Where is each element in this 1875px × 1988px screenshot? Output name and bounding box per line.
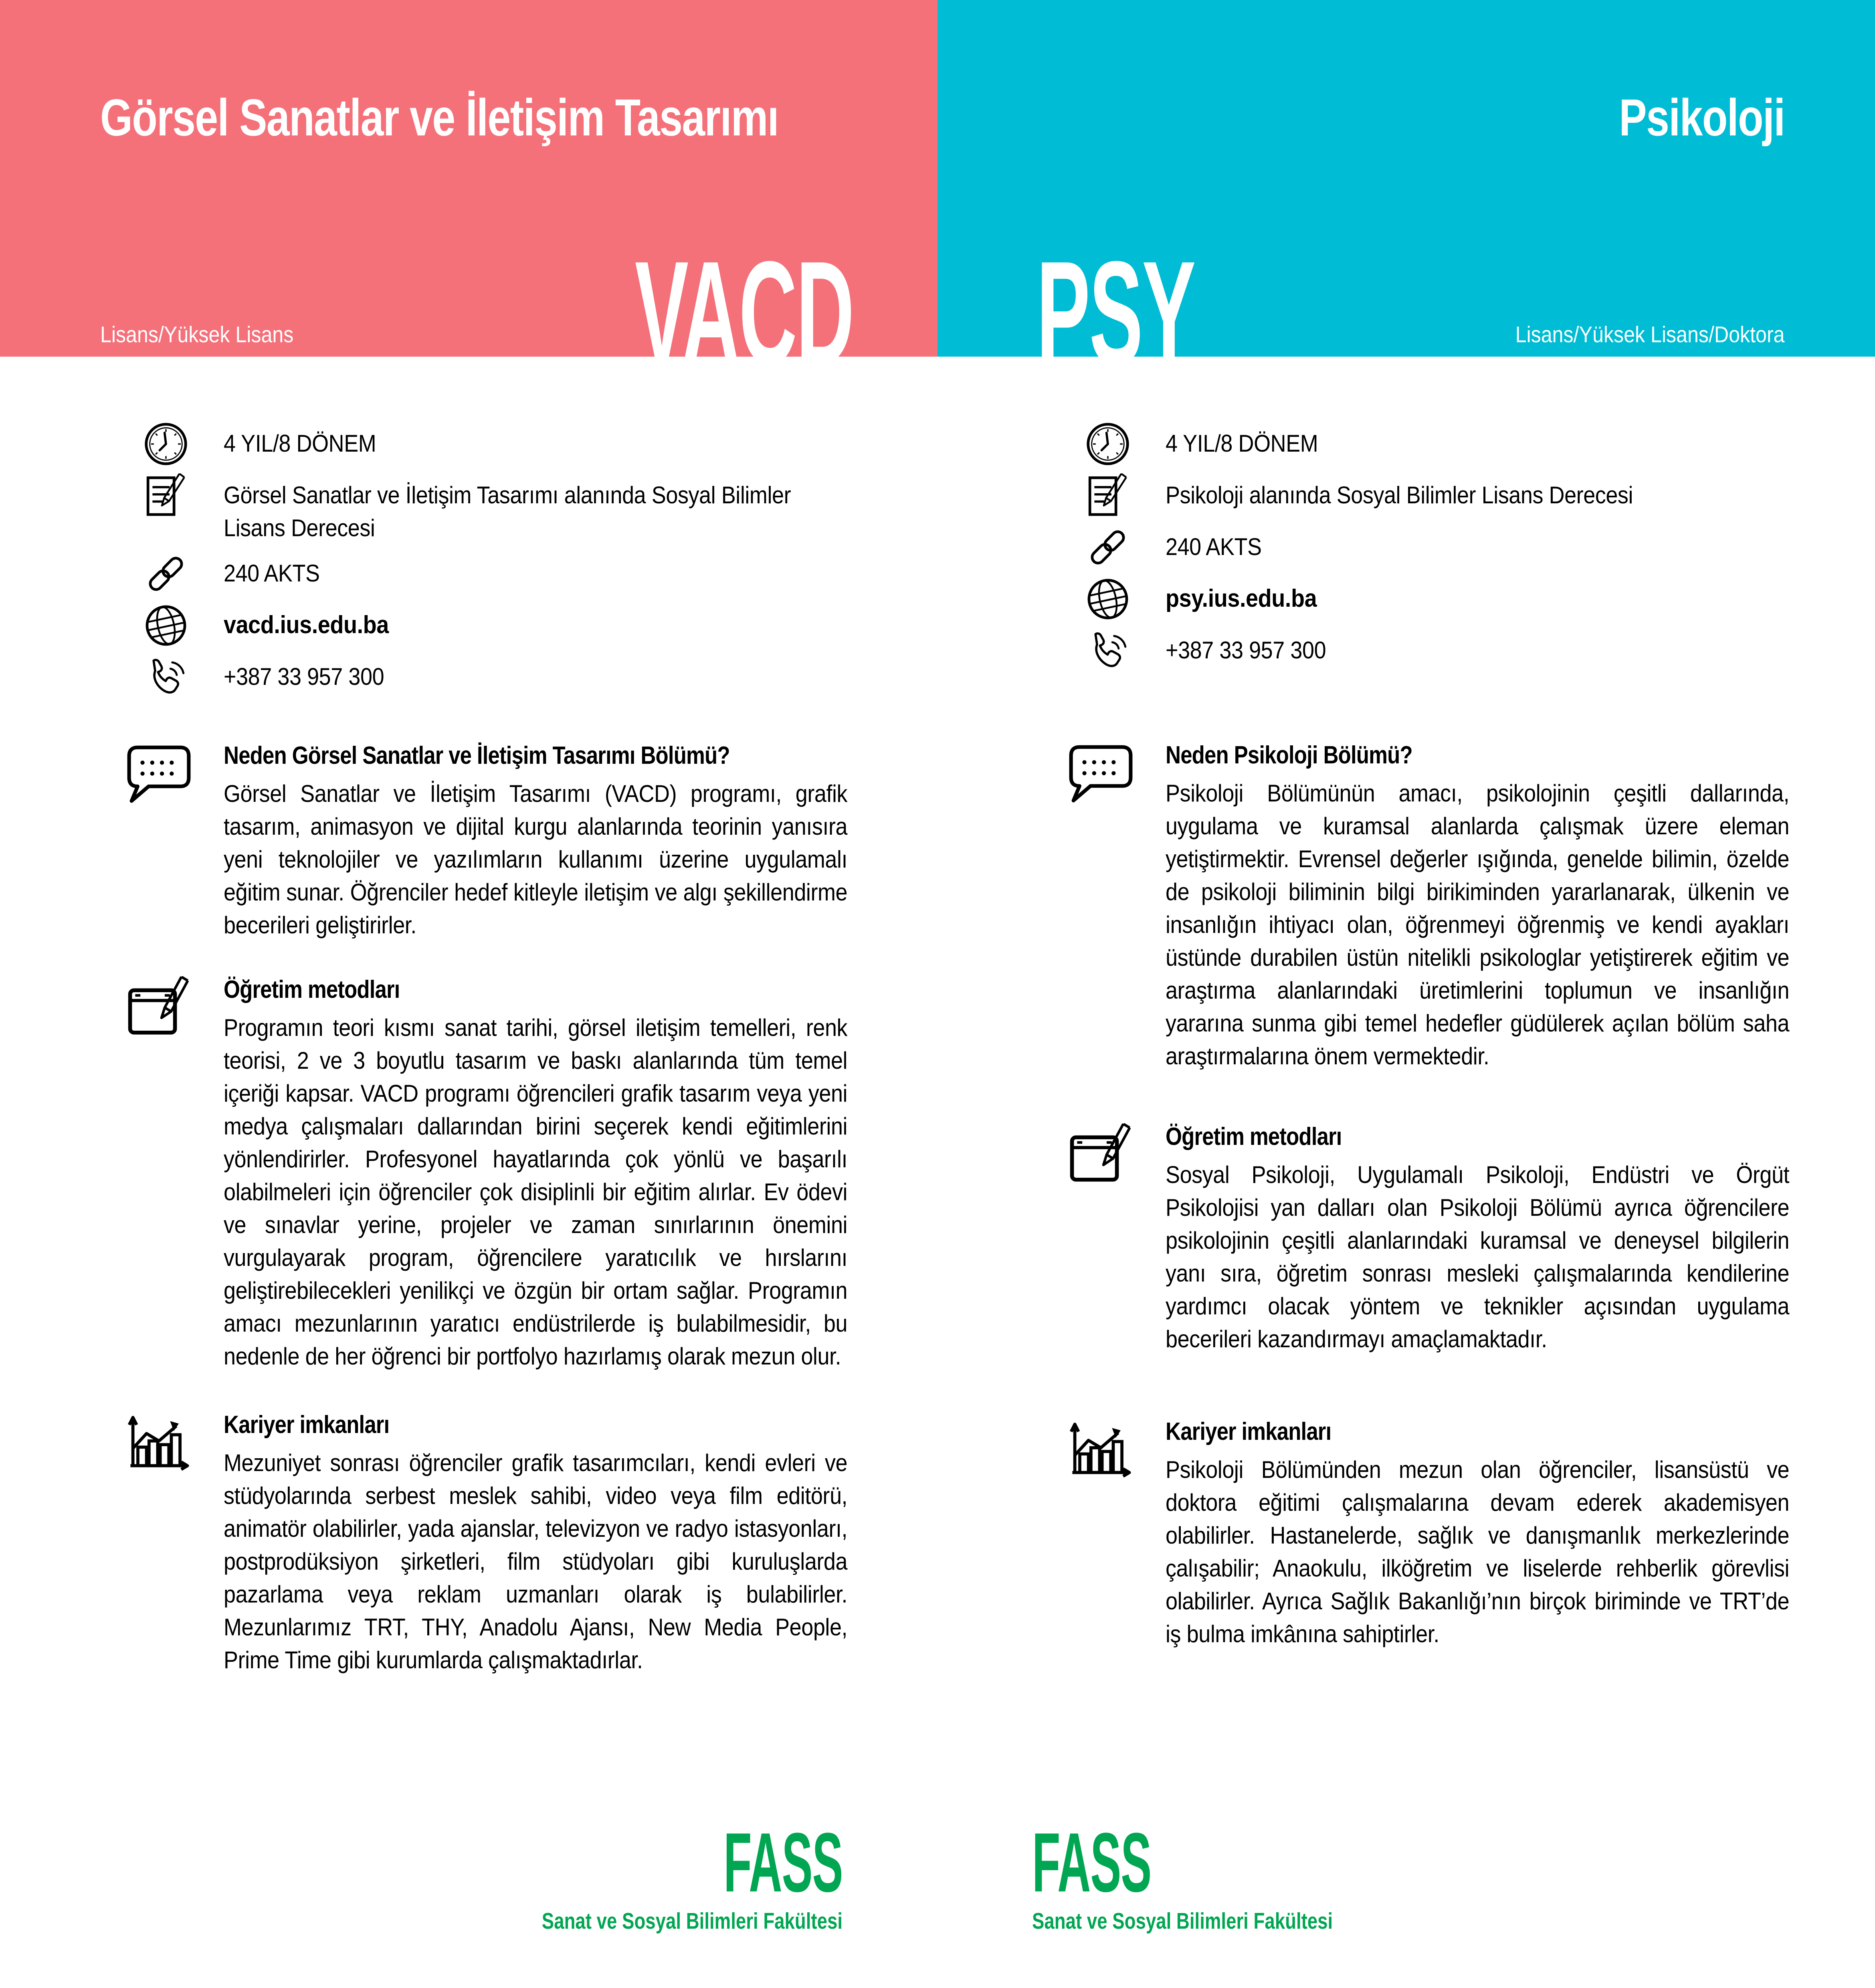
vacd-methods-heading: Öğretim metodları (224, 976, 400, 1003)
vacd-why-heading: Neden Görsel Sanatlar ve İletişim Tasarımı Bölümü? (224, 742, 730, 769)
clock-icon (120, 421, 224, 466)
psy-website-link[interactable]: psy.ius.edu.ba (1166, 585, 1317, 612)
psy-why-body: Psikoloji Bölümünün amacı, psikolojinin çeşitli dallarında, uygulama ve kuramsal alanlarda çalışmak üzere eleman yetiştirmektir. Evrensel değerler ışığında, genelde bilimin, özelde de psikoloji biliminin bilgi birikiminden yararlanarak, ülkenin ve insanlığın ihtiyacı olan, öğrenmeyi öğrenmiş ve kendi ayakları üstünde durabilen üstün nitelikli psikologlar yetiştirerek eğitim ve araştırma alanlarındaki üretimlerini toplumun ve insanlığın yararına sunma gibi temel hedefler güdülerek açılan bölüm saha araştırmalarına önem vermektedir. (1166, 780, 1790, 1070)
board-pencil-icon (120, 974, 224, 1040)
fass-logo: FASS (723, 1815, 843, 1909)
psy-methods-body: Sosyal Psikoloji, Uygulamalı Psikoloji, Endüstri ve Örgüt Psikolojisi yan dalları olan Psikoloji Bölümü ayrıca öğrencilere psikolojinin çeşitli alanlarındaki kuramsal ve deneysel bilgilerin yanı sıra, öğretim sonrası mesleki çalışmalarında kendilerine yardımcı olacak yöntem ve teknikler açısından uygulama becerileri kazandırmayı amaçlamaktadır. (1166, 1161, 1790, 1352)
bar-chart-arrow-icon (1062, 1416, 1166, 1482)
psy-methods-heading: Öğretim metodları (1166, 1123, 1342, 1150)
vacd-duration-row (120, 421, 847, 466)
psy-duration-row (1062, 421, 1795, 466)
vacd-duration-text: 4 YIL/8 DÖNEM (224, 430, 376, 457)
psy-career-body: Psikoloji Bölümünden mezun olan öğrenciler, lisansüstü ve doktora eğitimi çalışmalarına devam ederek akademisyen olabilirler. Hastanelerde, sağlık ve danışmanlık merkezlerinde çalışabilir; Anaokulu, ilköğretim ve liselerde rehberlik görevlisi olabilirler. Ayrıca Sağlık Bakanlığı’nın birçok biriminde ve TRT’de iş bulma imkânına sahiptirler. (1166, 1456, 1790, 1647)
document-pencil-icon (1062, 472, 1166, 518)
board-pencil-icon (1062, 1121, 1166, 1187)
psy-phone-text: +387 33 957 300 (1166, 637, 1326, 664)
psy-career-section (1062, 1416, 1795, 1651)
vacd-ects-row (120, 551, 847, 596)
vacd-career-heading: Kariyer imkanları (224, 1411, 390, 1439)
vacd-career-section (120, 1409, 847, 1677)
vacd-why-section (120, 740, 847, 942)
psy-page-title: Psikoloji (1619, 88, 1785, 147)
vacd-methods-body: Programın teori kısmı sanat tarihi, görsel iletişim temelleri, renk teorisi, 2 ve 3 boyutlu tasarım ve baskı alanlarında tüm temel içeriği kapsar. VACD programı öğrencileri grafik tasarım veya yeni medya çalışmaları dallarından birini seçerek kendi eğitimlerini yönlendirirler. Profesyonel hayatlarında çok yönlü ve başarılı olabilmeleri için öğrenciler çok disiplinli bir eğitim alırlar. Ev ödevi ve sınavlar yerine, projeler ve zaman sınırlarının önemini vurgulayarak program, öğrencilere yaratıcılık ve hırslarını geliştirebilecekleri yenilikçi ve özgün bir ortam sağlar. Programın amacı mezunlarının yaratıcı endüstrilerde iş bulabilmesidir, bu nedenle de her öğrenci bir portfolyo hazırlamış olarak mezun olur. (224, 1014, 848, 1370)
clock-icon (1062, 421, 1166, 466)
psy-why-heading: Neden Psikoloji Bölümü? (1166, 741, 1412, 769)
chat-bubble-icon (1062, 739, 1166, 806)
vacd-levels-label: Lisans/Yüksek Lisans (100, 322, 294, 347)
phone-icon (1062, 628, 1166, 673)
faculty-name: Sanat ve Sosyal Bilimleri Fakültesi (1032, 1908, 1333, 1934)
vacd-phone-text: +387 33 957 300 (224, 663, 384, 690)
psy-degree-text: Psikoloji alanında Sosyal Bilimler Lisans Derecesi (1166, 482, 1633, 509)
globe-icon (1062, 576, 1166, 622)
psy-phone-row (1062, 628, 1795, 673)
document-pencil-icon (120, 472, 224, 518)
bar-chart-arrow-icon (120, 1409, 224, 1475)
vacd-ects-text: 240 AKTS (224, 560, 320, 587)
psy-career-heading: Kariyer imkanları (1166, 1418, 1331, 1445)
psy-website-row (1062, 576, 1795, 622)
vacd-methods-section (120, 974, 847, 1373)
chat-bubble-icon (120, 740, 224, 806)
psy-why-section (1062, 739, 1795, 1073)
vacd-degree-row (120, 472, 847, 545)
psy-levels-label: Lisans/Yüksek Lisans/Doktora (1515, 322, 1785, 347)
fass-logo-block-left (120, 1815, 843, 1934)
vacd-code: VACD (634, 231, 853, 394)
vacd-why-body: Görsel Sanatlar ve İletişim Tasarımı (VACD) programı, grafik tasarım, animasyon ve dijital kurgu alanlarında teorinin yanısıra yeni teknolojiler ve yazılımların kullanımı üzerine uygulamalı eğitim sunar. Öğrenciler hedef kitleyle iletişim ve algı şekillendirme becerileri geliştirirler. (224, 780, 848, 938)
vacd-career-body: Mezuniyet sonrası öğrenciler grafik tasarımcıları, kendi evleri ve stüdyolarında serbest meslek sahibi, video veya film editörü, animatör olabilirler, yada ajanslar, televizyon ve radyo istasyonları, postprodüksiyon şirketleri, film stüdyoları gibi kuruluşlarda pazarlama veya reklam uzmanları olarak iş bulabilirler. Mezunlarımız TRT, THY, Anadolu Ajansı, New Media People, Prime Time gibi kurumlarda çalışmaktadırlar. (224, 1449, 848, 1673)
vacd-column (120, 421, 847, 1677)
psy-header-band (938, 0, 1875, 394)
psy-column (1062, 421, 1795, 1651)
vacd-website-row (120, 602, 847, 648)
vacd-website-link[interactable]: vacd.ius.edu.ba (224, 611, 389, 639)
chain-link-icon (120, 551, 224, 596)
globe-icon (120, 602, 224, 648)
vacd-header-band (0, 0, 938, 394)
psy-info-list (1062, 421, 1795, 673)
faculty-name: Sanat ve Sosyal Bilimleri Fakültesi (541, 1908, 843, 1934)
phone-icon (120, 654, 224, 700)
vacd-degree-text: Görsel Sanatlar ve İletişim Tasarımı alanında Sosyal Bilimler Lisans Derecesi (224, 482, 791, 541)
vacd-phone-row (120, 654, 847, 700)
psy-methods-section (1062, 1121, 1795, 1356)
fass-logo-block-right (1032, 1815, 1408, 1934)
psy-ects-row (1062, 524, 1795, 570)
psy-code: PSY (1037, 231, 1195, 394)
chain-link-icon (1062, 524, 1166, 570)
vacd-page-title: Görsel Sanatlar ve İletişim Tasarımı (100, 88, 778, 147)
psy-ects-text: 240 AKTS (1166, 533, 1262, 560)
psy-degree-row (1062, 472, 1795, 518)
psy-duration-text: 4 YIL/8 DÖNEM (1166, 430, 1318, 457)
vacd-info-list (120, 421, 847, 700)
fass-logo: FASS (1032, 1815, 1152, 1909)
